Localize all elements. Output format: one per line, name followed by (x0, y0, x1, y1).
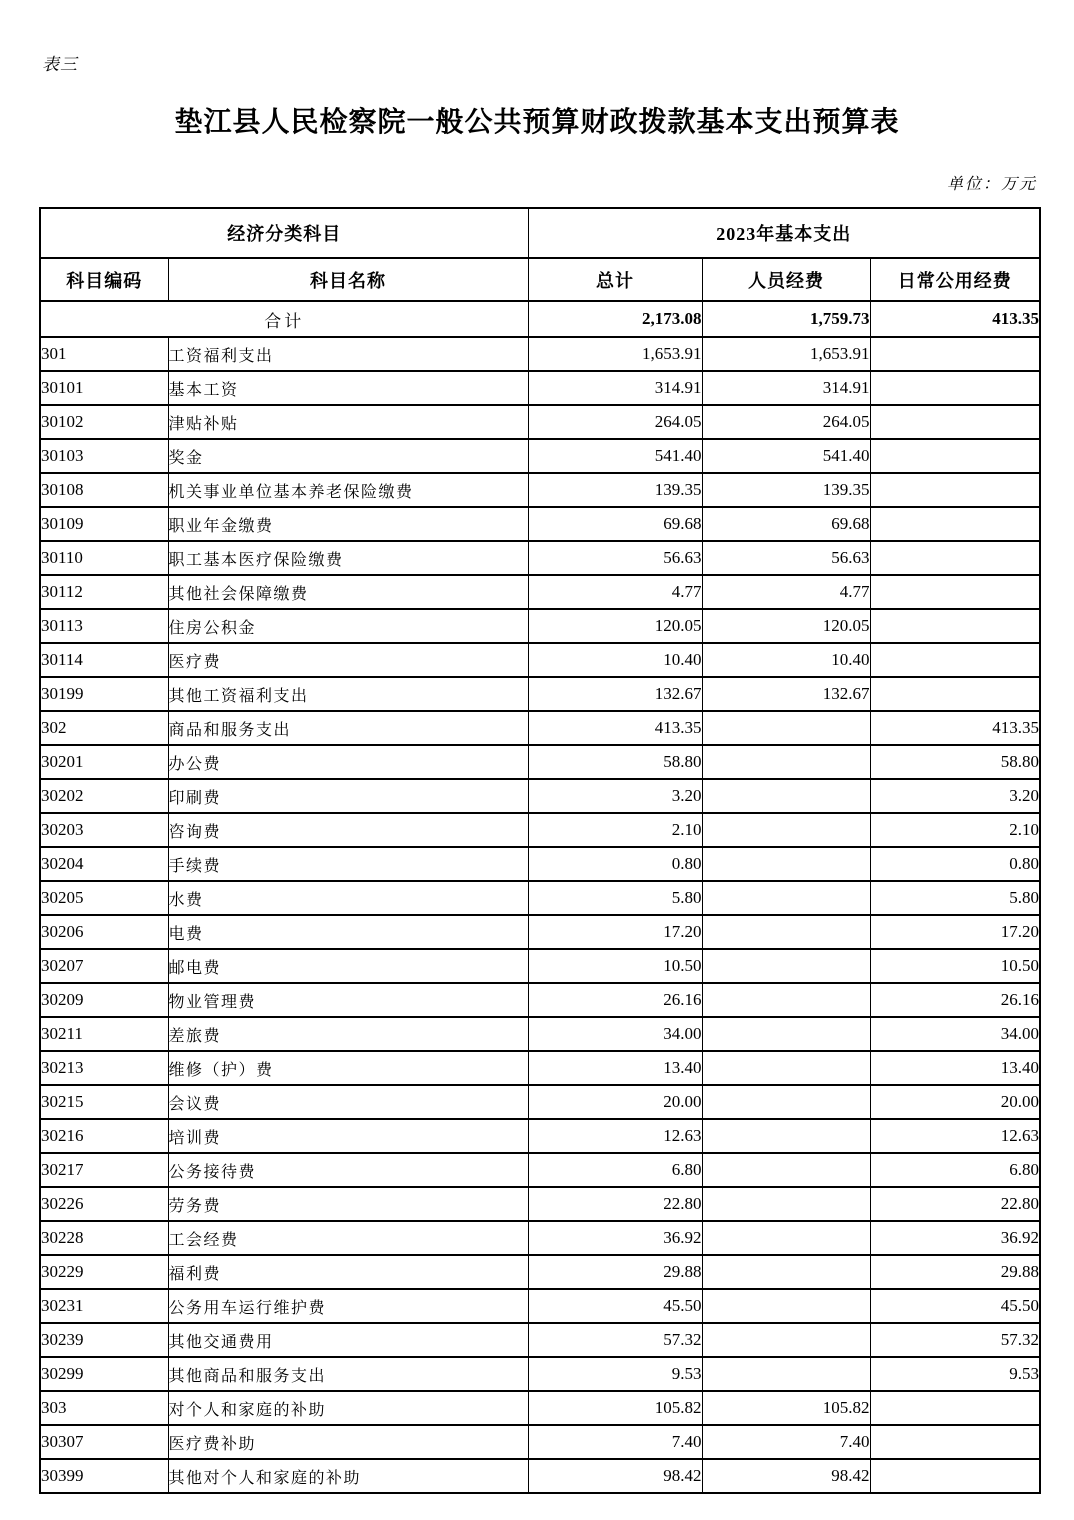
header-economic-category: 经济分类科目 (40, 208, 528, 258)
table-number-label: 表三 (42, 55, 78, 74)
cell-public (870, 609, 1040, 643)
cell-code: 30201 (40, 745, 168, 779)
cell-personnel: 1,653.91 (702, 337, 870, 371)
cell-personnel (702, 949, 870, 983)
cell-public (870, 507, 1040, 541)
cell-name: 其他社会保障缴费 (168, 575, 528, 609)
cell-personnel (702, 711, 870, 745)
cell-name: 手续费 (168, 847, 528, 881)
table-row (40, 507, 1040, 541)
cell-total: 5.80 (528, 881, 702, 915)
cell-personnel (702, 1017, 870, 1051)
cell-total: 29.88 (528, 1255, 702, 1289)
cell-total: 57.32 (528, 1323, 702, 1357)
cell-code: 30101 (40, 371, 168, 405)
cell-code: 30114 (40, 643, 168, 677)
cell-public (870, 371, 1040, 405)
cell-name: 其他交通费用 (168, 1323, 528, 1357)
cell-personnel (702, 779, 870, 813)
cell-name: 其他工资福利支出 (168, 677, 528, 711)
table-row (40, 1051, 1040, 1085)
cell-total: 1,653.91 (528, 337, 702, 371)
cell-personnel (702, 1153, 870, 1187)
table-row (40, 575, 1040, 609)
cell-name: 津贴补贴 (168, 405, 528, 439)
grand-total-public: 413.35 (870, 301, 1040, 337)
cell-personnel (702, 1255, 870, 1289)
cell-public: 5.80 (870, 881, 1040, 915)
cell-public (870, 541, 1040, 575)
cell-total: 26.16 (528, 983, 702, 1017)
cell-public (870, 405, 1040, 439)
table-row (40, 711, 1040, 745)
cell-code: 30226 (40, 1187, 168, 1221)
cell-personnel: 69.68 (702, 507, 870, 541)
cell-total: 34.00 (528, 1017, 702, 1051)
cell-personnel (702, 983, 870, 1017)
cell-personnel (702, 1085, 870, 1119)
cell-public: 57.32 (870, 1323, 1040, 1357)
table-row (40, 473, 1040, 507)
cell-code: 30215 (40, 1085, 168, 1119)
cell-total: 105.82 (528, 1391, 702, 1425)
cell-name: 办公费 (168, 745, 528, 779)
cell-public: 13.40 (870, 1051, 1040, 1085)
cell-name: 公务接待费 (168, 1153, 528, 1187)
cell-personnel (702, 1221, 870, 1255)
cell-total: 264.05 (528, 405, 702, 439)
cell-code: 30206 (40, 915, 168, 949)
grand-total-label: 合计 (40, 301, 528, 337)
cell-public: 58.80 (870, 745, 1040, 779)
cell-name: 工资福利支出 (168, 337, 528, 371)
cell-public: 22.80 (870, 1187, 1040, 1221)
cell-code: 30112 (40, 575, 168, 609)
cell-public: 10.50 (870, 949, 1040, 983)
cell-code: 30307 (40, 1425, 168, 1459)
cell-public (870, 1459, 1040, 1493)
cell-total: 17.20 (528, 915, 702, 949)
cell-total: 69.68 (528, 507, 702, 541)
table-row (40, 915, 1040, 949)
cell-total: 413.35 (528, 711, 702, 745)
cell-name: 电费 (168, 915, 528, 949)
cell-code: 30216 (40, 1119, 168, 1153)
table-row (40, 337, 1040, 371)
cell-code: 30217 (40, 1153, 168, 1187)
table-row (40, 1459, 1040, 1493)
cell-total: 3.20 (528, 779, 702, 813)
table-row (40, 949, 1040, 983)
table-row (40, 541, 1040, 575)
header-public-funds: 日常公用经费 (870, 258, 1040, 301)
cell-public: 3.20 (870, 779, 1040, 813)
cell-code: 30204 (40, 847, 168, 881)
cell-code: 30228 (40, 1221, 168, 1255)
cell-total: 36.92 (528, 1221, 702, 1255)
cell-total: 7.40 (528, 1425, 702, 1459)
cell-name: 劳务费 (168, 1187, 528, 1221)
cell-personnel (702, 1323, 870, 1357)
cell-public: 0.80 (870, 847, 1040, 881)
cell-name: 机关事业单位基本养老保险缴费 (168, 473, 528, 507)
table-header (40, 208, 1040, 301)
cell-personnel: 98.42 (702, 1459, 870, 1493)
cell-personnel: 7.40 (702, 1425, 870, 1459)
cell-public: 413.35 (870, 711, 1040, 745)
header-personnel-funds: 人员经费 (702, 258, 870, 301)
cell-name: 工会经费 (168, 1221, 528, 1255)
cell-name: 印刷费 (168, 779, 528, 813)
cell-total: 0.80 (528, 847, 702, 881)
table-row (40, 439, 1040, 473)
cell-personnel: 139.35 (702, 473, 870, 507)
grand-total-personnel: 1,759.73 (702, 301, 870, 337)
grand-total-value: 2,173.08 (528, 301, 702, 337)
header-columns-row (40, 258, 1040, 301)
table-row (40, 1323, 1040, 1357)
cell-code: 30207 (40, 949, 168, 983)
cell-total: 541.40 (528, 439, 702, 473)
cell-public (870, 1425, 1040, 1459)
cell-name: 咨询费 (168, 813, 528, 847)
cell-code: 30108 (40, 473, 168, 507)
table-row (40, 677, 1040, 711)
cell-personnel (702, 847, 870, 881)
cell-total: 10.50 (528, 949, 702, 983)
table-row (40, 1187, 1040, 1221)
table-row (40, 609, 1040, 643)
cell-name: 培训费 (168, 1119, 528, 1153)
cell-name: 公务用车运行维护费 (168, 1289, 528, 1323)
table-row (40, 405, 1040, 439)
cell-public: 45.50 (870, 1289, 1040, 1323)
cell-code: 30199 (40, 677, 168, 711)
cell-name: 会议费 (168, 1085, 528, 1119)
table-row (40, 847, 1040, 881)
cell-name: 职业年金缴费 (168, 507, 528, 541)
cell-total: 98.42 (528, 1459, 702, 1493)
header-total: 总计 (528, 258, 702, 301)
cell-public (870, 1391, 1040, 1425)
cell-public: 12.63 (870, 1119, 1040, 1153)
cell-name: 基本工资 (168, 371, 528, 405)
cell-name: 水费 (168, 881, 528, 915)
table-row (40, 983, 1040, 1017)
cell-name: 物业管理费 (168, 983, 528, 1017)
cell-code: 30213 (40, 1051, 168, 1085)
table-row (40, 643, 1040, 677)
unit-note: 单位：万元 (946, 176, 1037, 193)
cell-total: 56.63 (528, 541, 702, 575)
page-title: 垫江县人民检察院一般公共预算财政拨款基本支出预算表 (174, 107, 900, 138)
cell-total: 58.80 (528, 745, 702, 779)
cell-public: 9.53 (870, 1357, 1040, 1391)
cell-name: 职工基本医疗保险缴费 (168, 541, 528, 575)
table-row (40, 1221, 1040, 1255)
table-row (40, 1119, 1040, 1153)
cell-public (870, 575, 1040, 609)
cell-personnel (702, 1051, 870, 1085)
cell-total: 6.80 (528, 1153, 702, 1187)
cell-code: 30102 (40, 405, 168, 439)
cell-total: 20.00 (528, 1085, 702, 1119)
cell-name: 医疗费补助 (168, 1425, 528, 1459)
table-row (40, 1255, 1040, 1289)
cell-personnel: 541.40 (702, 439, 870, 473)
table-row (40, 1017, 1040, 1051)
cell-code: 30239 (40, 1323, 168, 1357)
cell-personnel (702, 745, 870, 779)
cell-total: 314.91 (528, 371, 702, 405)
cell-public: 6.80 (870, 1153, 1040, 1187)
cell-code: 30231 (40, 1289, 168, 1323)
cell-personnel (702, 1289, 870, 1323)
budget-table-body (40, 301, 1040, 1493)
cell-code: 301 (40, 337, 168, 371)
cell-public: 36.92 (870, 1221, 1040, 1255)
cell-code: 30103 (40, 439, 168, 473)
cell-total: 120.05 (528, 609, 702, 643)
cell-code: 30209 (40, 983, 168, 1017)
cell-personnel: 105.82 (702, 1391, 870, 1425)
cell-total: 12.63 (528, 1119, 702, 1153)
cell-personnel: 10.40 (702, 643, 870, 677)
cell-personnel: 4.77 (702, 575, 870, 609)
cell-name: 邮电费 (168, 949, 528, 983)
cell-public: 29.88 (870, 1255, 1040, 1289)
cell-personnel (702, 881, 870, 915)
cell-code: 30205 (40, 881, 168, 915)
cell-name: 福利费 (168, 1255, 528, 1289)
cell-name: 其他对个人和家庭的补助 (168, 1459, 528, 1493)
cell-public: 26.16 (870, 983, 1040, 1017)
cell-name: 奖金 (168, 439, 528, 473)
cell-personnel (702, 1357, 870, 1391)
cell-public (870, 643, 1040, 677)
cell-name: 对个人和家庭的补助 (168, 1391, 528, 1425)
cell-code: 303 (40, 1391, 168, 1425)
cell-personnel: 120.05 (702, 609, 870, 643)
cell-code: 30202 (40, 779, 168, 813)
cell-public: 2.10 (870, 813, 1040, 847)
header-2023-basic-expenditure: 2023年基本支出 (528, 208, 1040, 258)
cell-name: 住房公积金 (168, 609, 528, 643)
cell-name: 医疗费 (168, 643, 528, 677)
header-subject-name: 科目名称 (168, 258, 528, 301)
cell-code: 30110 (40, 541, 168, 575)
budget-table (39, 207, 1041, 1494)
cell-name: 差旅费 (168, 1017, 528, 1051)
cell-public (870, 439, 1040, 473)
cell-code: 30113 (40, 609, 168, 643)
cell-personnel: 132.67 (702, 677, 870, 711)
table-row (40, 371, 1040, 405)
cell-public: 17.20 (870, 915, 1040, 949)
header-group-row (40, 208, 1040, 258)
cell-public (870, 337, 1040, 371)
cell-personnel (702, 1119, 870, 1153)
cell-public (870, 473, 1040, 507)
cell-personnel (702, 915, 870, 949)
cell-total: 2.10 (528, 813, 702, 847)
cell-name: 其他商品和服务支出 (168, 1357, 528, 1391)
cell-total: 13.40 (528, 1051, 702, 1085)
cell-name: 商品和服务支出 (168, 711, 528, 745)
cell-personnel: 314.91 (702, 371, 870, 405)
cell-code: 30229 (40, 1255, 168, 1289)
table-row (40, 1289, 1040, 1323)
table-row (40, 1357, 1040, 1391)
cell-name: 维修（护）费 (168, 1051, 528, 1085)
cell-personnel: 264.05 (702, 405, 870, 439)
table-row (40, 745, 1040, 779)
table-row (40, 813, 1040, 847)
header-subject-code: 科目编码 (40, 258, 168, 301)
cell-public: 20.00 (870, 1085, 1040, 1119)
cell-code: 30203 (40, 813, 168, 847)
cell-personnel (702, 813, 870, 847)
cell-personnel: 56.63 (702, 541, 870, 575)
table-row (40, 779, 1040, 813)
cell-code: 30399 (40, 1459, 168, 1493)
cell-code: 302 (40, 711, 168, 745)
cell-public: 34.00 (870, 1017, 1040, 1051)
cell-total: 10.40 (528, 643, 702, 677)
table-row (40, 881, 1040, 915)
cell-total: 4.77 (528, 575, 702, 609)
cell-total: 139.35 (528, 473, 702, 507)
cell-total: 45.50 (528, 1289, 702, 1323)
grand-total-row (40, 301, 1040, 337)
table-row (40, 1391, 1040, 1425)
cell-code: 30109 (40, 507, 168, 541)
cell-total: 132.67 (528, 677, 702, 711)
cell-total: 22.80 (528, 1187, 702, 1221)
table-row (40, 1085, 1040, 1119)
cell-personnel (702, 1187, 870, 1221)
cell-code: 30211 (40, 1017, 168, 1051)
cell-total: 9.53 (528, 1357, 702, 1391)
table-row (40, 1153, 1040, 1187)
cell-public (870, 677, 1040, 711)
cell-code: 30299 (40, 1357, 168, 1391)
table-row (40, 1425, 1040, 1459)
